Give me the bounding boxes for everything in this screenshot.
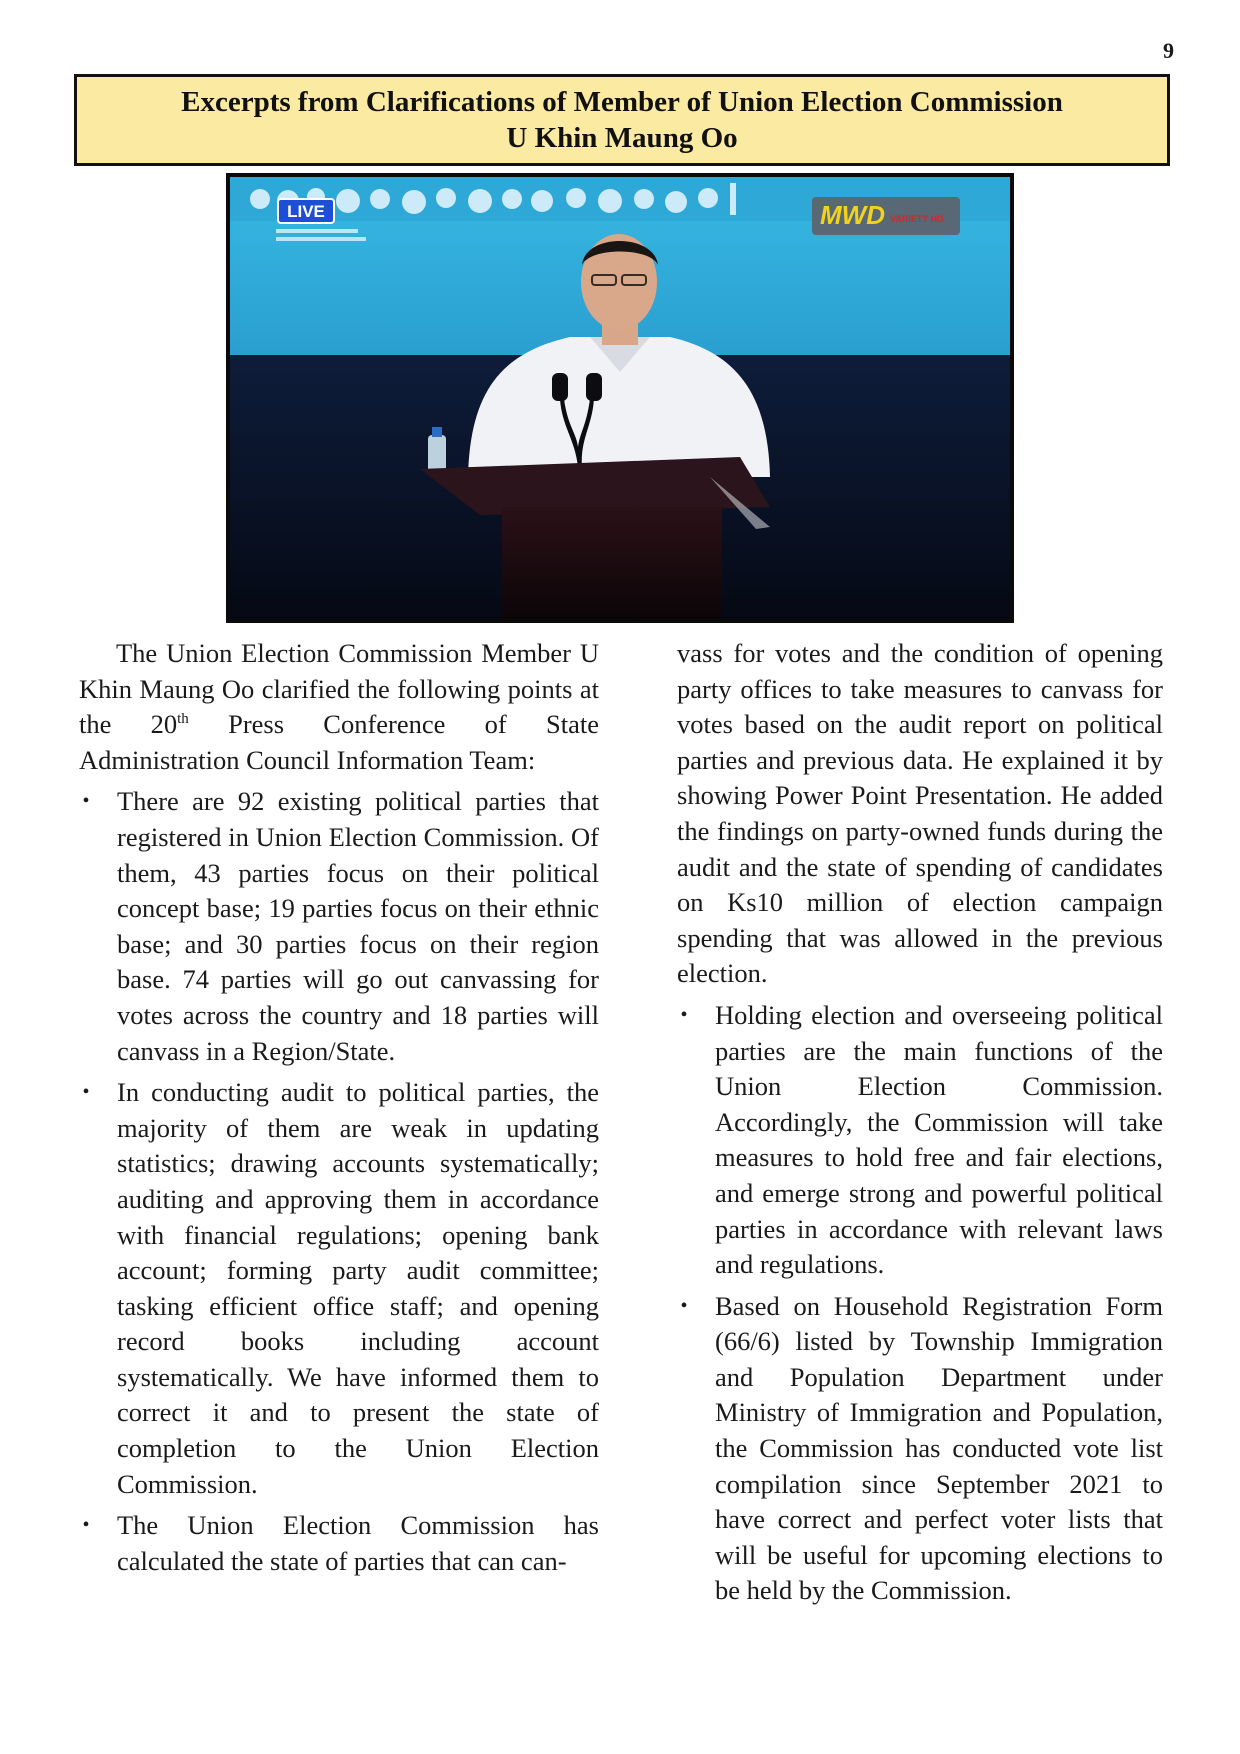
bullet-item [79, 784, 599, 1069]
channel-logo [812, 197, 960, 235]
title-line-2: U Khin Maung Oo [506, 122, 738, 154]
page-number: 9 [1163, 38, 1174, 63]
intro-paragraph [79, 636, 599, 778]
channel-logo-text: MWD [820, 200, 885, 230]
bullet-text: Holding election and overseeing political parties are the main functions of the Union Election Commission. Accordingly, the Commission will take measures to hold free and fair elections, and emerge strong and powerful political parties in accordance with relevant laws and regulations. [715, 999, 1163, 1280]
bullet-item [79, 1508, 599, 1579]
title-banner [74, 74, 1170, 166]
bullet-continuation: vass for votes and the condition of opening party offices to take measures to canvass for votes based on the audit report on political parties and previous data. He explained it by showing Power Point Presentation. He added the findings on party-owned funds during the audit and the state of spending of candidates on Ks10 million of election campaign spending that was allowed in the previous election. [677, 638, 1163, 989]
bullet-dot-icon: • [680, 1003, 688, 1026]
channel-logo-sub: VARIETY HD [890, 214, 944, 224]
bullet-item [79, 1075, 599, 1502]
speaker-photo [226, 173, 1014, 623]
intro-superscript: th [177, 711, 189, 728]
intro-text-2: Press Conference of State Administration Council Information Team: [79, 709, 599, 775]
bullet-dot-icon: • [680, 1294, 688, 1317]
intro-text-1: The Union Election Commission Member U Khin Maung Oo clarified the following points at the 20 [79, 638, 599, 740]
bullet-list-right [677, 998, 1163, 1609]
live-badge-text: LIVE [287, 202, 325, 221]
bullet-list-left [79, 784, 599, 1579]
bullet-text: Based on Household Registration Form (66/6) listed by Township Immigration and Population Department under Ministry of Immigration and Population, the Commission has conducted vote list compilation since September 2021 to have correct and perfect voter lists that will be useful for upcoming elections to be held by the Commission. [715, 1290, 1163, 1606]
bullet-text: The Union Election Commission has calculated the state of parties that can can- [117, 1510, 599, 1576]
text-column-right [677, 636, 1163, 1615]
bullet-dot-icon: • [82, 1081, 90, 1104]
bullet-dot-icon: • [82, 1514, 90, 1537]
text-column-left [79, 636, 599, 1585]
bullet-item [677, 998, 1163, 1283]
bullet-text: There are 92 existing political parties that registered in Union Election Commission. Of them, 43 parties focus on their political concept base; 19 parties focus on their ethnic base; and 30 parties focus on their region base. 74 parties will go out canvassing for votes across the country and 18 parties will canvass in a Region/State. [117, 786, 599, 1066]
bullet-item [677, 1289, 1163, 1609]
title-line-1: Excerpts from Clarifications of Member of Union Election Commission [181, 86, 1063, 118]
bullet-text: In conducting audit to political parties, the majority of them are weak in updating statistics; drawing accounts systematically; auditing and approving them in accordance with financial regulations; opening bank account; forming party audit committee; tasking efficient office staff; and opening record books including account systematically. We have informed them to correct it and to present the state of completion to the Union Election Commission. [117, 1077, 599, 1499]
bullet-dot-icon: • [82, 790, 90, 813]
